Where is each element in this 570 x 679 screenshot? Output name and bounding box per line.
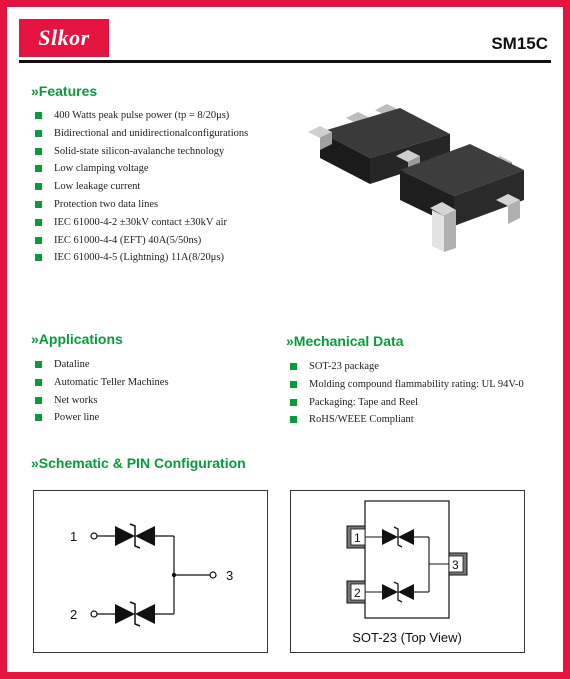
list-item [35, 374, 169, 392]
mechanical-title: »Mechanical Data [286, 333, 404, 349]
bullet-icon [35, 237, 42, 244]
list-item-text: Molding compound flammability rating: UL 94V-0 [309, 378, 524, 390]
bullet-icon [35, 183, 42, 190]
list-item [35, 409, 169, 427]
list-item-text: Power line [54, 412, 100, 424]
bullet-icon [35, 254, 42, 261]
bullet-icon [35, 414, 42, 421]
list-item-text: Low clamping voltage [54, 163, 149, 175]
schematic-pin3-label: 3 [226, 568, 234, 583]
mechanical-list [290, 358, 524, 429]
list-item [35, 392, 169, 410]
schematic-pin1-label: 1 [70, 529, 78, 544]
bullet-icon [35, 219, 42, 226]
list-item [35, 249, 248, 267]
list-item [35, 107, 248, 125]
product-photo [300, 100, 540, 260]
list-item [35, 214, 248, 232]
schematic-diagram [34, 491, 267, 652]
schematic-title: »Schematic & PIN Configuration [31, 455, 246, 471]
list-item-text: Protection two data lines [54, 198, 159, 210]
bullet-icon [35, 361, 42, 368]
package-pinout-diagram [291, 491, 524, 652]
list-item-text: IEC 61000-4-2 ±30kV contact ±30kV air [54, 216, 227, 228]
list-item [35, 178, 248, 196]
bullet-icon [35, 397, 42, 404]
list-item [290, 394, 524, 412]
list-item-text: IEC 61000-4-5 (Lightning) 11A(8/20μs) [54, 252, 225, 264]
bullet-icon [290, 381, 297, 388]
package-pin3-label: 3 [452, 558, 459, 572]
bullet-icon [35, 130, 42, 137]
brand-logo: Slkor [19, 19, 109, 57]
part-number: SM15C [491, 34, 548, 53]
list-item [290, 376, 524, 394]
bullet-icon [35, 165, 42, 172]
list-item [290, 411, 524, 429]
list-item-text: Low leakage current [54, 181, 141, 193]
schematic-diagram-box [33, 490, 268, 653]
package-caption: SOT-23 (Top View) [352, 630, 462, 645]
list-item-text: SOT-23 package [309, 361, 379, 372]
applications-title: »Applications [31, 331, 123, 347]
list-item [35, 125, 248, 143]
bullet-icon [35, 112, 42, 119]
list-item [35, 196, 248, 214]
list-item [290, 358, 524, 376]
list-item-text: Dataline [54, 359, 90, 370]
list-item-text: Bidirectional and unidirectionalconfigurations [54, 127, 249, 139]
bullet-icon [290, 416, 297, 423]
list-item-text: Net works [54, 394, 98, 406]
package-diagram-box [290, 490, 525, 653]
list-item-text: IEC 61000-4-4 (EFT) 40A(5/50ns) [54, 234, 202, 246]
bullet-icon [35, 201, 42, 208]
list-item [35, 356, 169, 374]
package-pin1-label: 1 [354, 531, 361, 545]
bullet-icon [35, 148, 42, 155]
applications-list [35, 356, 169, 427]
features-list [35, 107, 248, 267]
bullet-icon [35, 379, 42, 386]
features-title: »Features [31, 83, 98, 99]
list-item-text: 400 Watts peak pulse power (tp = 8/20μs) [54, 110, 230, 121]
list-item [35, 232, 248, 250]
header-divider [19, 60, 551, 63]
list-item [35, 160, 248, 178]
list-item-text: RoHS/WEEE Compliant [309, 414, 414, 426]
schematic-pin2-label: 2 [70, 607, 78, 622]
bullet-icon [290, 363, 297, 370]
list-item [35, 143, 248, 161]
list-item-text: Packaging: Tape and Reel [309, 396, 418, 408]
list-item-text: Solid-state silicon-avalanche technology [54, 145, 225, 157]
bullet-icon [290, 399, 297, 406]
list-item-text: Automatic Teller Machines [54, 376, 169, 388]
package-pin2-label: 2 [354, 586, 361, 600]
